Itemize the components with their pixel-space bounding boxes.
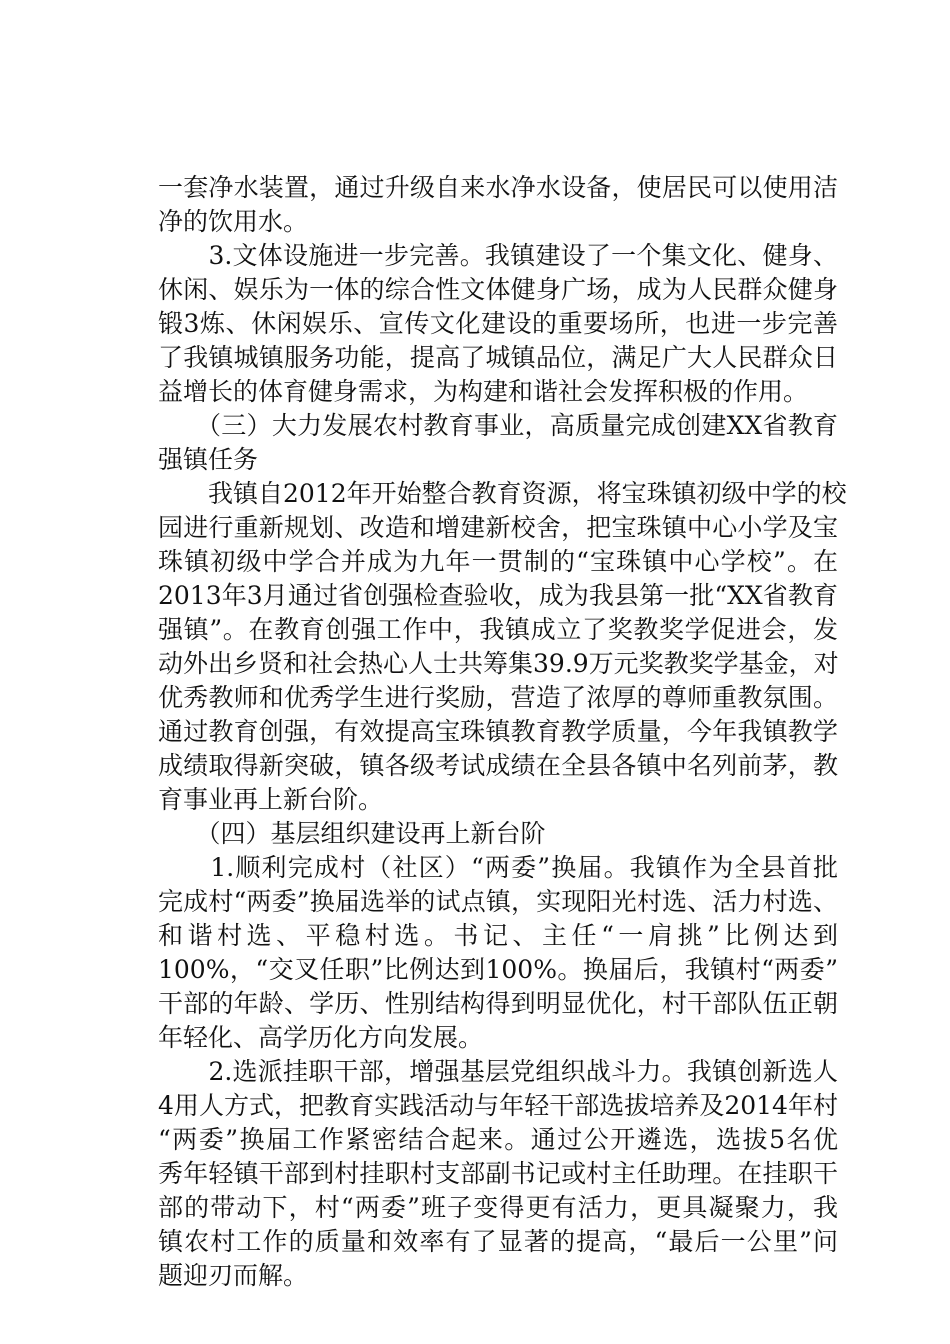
body-text-line: 园进行重新规划、改造和增建新校舍，把宝珠镇中心小学及宝 xyxy=(158,513,838,542)
body-text-line: 部的带动下，村“两委”班子变得更有活力，更具凝聚力，我 xyxy=(158,1193,838,1222)
body-text-line: 4用人方式，把教育实践活动与年轻干部选拔培养及2014年村 xyxy=(158,1091,838,1120)
body-text-line: 通过教育创强，有效提高宝珠镇教育教学质量，今年我镇教学 xyxy=(158,717,838,746)
body-text-line: 一套净水装置，通过升级自来水净水设备，使居民可以使用洁 xyxy=(158,173,838,202)
body-text-line: 年轻化、高学历化方向发展。 xyxy=(158,1023,484,1052)
body-text-line: 3.文体设施进一步完善。我镇建设了一个集文化、健身、 xyxy=(158,241,838,270)
body-text-line: 休闲、娱乐为一体的综合性文体健身广场，成为人民群众健身 xyxy=(158,275,838,304)
body-text-line: 100%，“交叉任职”比例达到100%。换届后，我镇村“两委” xyxy=(158,955,838,984)
section-heading-line: （三）大力发展农村教育事业，高质量完成创建XX省教育 xyxy=(158,411,838,440)
body-text-line: 完成村“两委”换届选举的试点镇，实现阳光村选、活力村选、 xyxy=(158,887,838,916)
body-text-line: 2.选派挂职干部，增强基层党组织战斗力。我镇创新选人 xyxy=(158,1057,838,1086)
body-text-line: 题迎刃而解。 xyxy=(158,1261,309,1290)
body-text-line: 干部的年龄、学历、性别结构得到明显优化，村干部队伍正朝 xyxy=(158,989,838,1018)
section-heading-line: 强镇任务 xyxy=(158,445,259,474)
body-text-line: 和谐村选、平稳村选。书记、主任“一肩挑”比例达到 xyxy=(158,921,838,950)
body-text-line: 珠镇初级中学合并成为九年一贯制的“宝珠镇中心学校”。在 xyxy=(158,547,838,576)
body-text-line: 2013年3月通过省创强检查验收，成为我县第一批“XX省教育 xyxy=(158,581,838,610)
body-text-line: 锻3炼、休闲娱乐、宣传文化建设的重要场所，也进一步完善 xyxy=(158,309,838,338)
body-text-line: 秀年轻镇干部到村挂职村支部副书记或村主任助理。在挂职干 xyxy=(158,1159,838,1188)
body-text-line: 强镇”。在教育创强工作中，我镇成立了奖教奖学促进会，发 xyxy=(158,615,838,644)
body-text-line: 优秀教师和优秀学生进行奖励，营造了浓厚的尊师重教氛围。 xyxy=(158,683,838,712)
body-text-line: 了我镇城镇服务功能，提高了城镇品位，满足广大人民群众日 xyxy=(158,343,838,372)
section-heading-line: （四）基层组织建设再上新台阶 xyxy=(158,819,546,848)
body-text-line: “两委”换届工作紧密结合起来。通过公开遴选，选拔5名优 xyxy=(158,1125,838,1154)
body-text-line: 净的饮用水。 xyxy=(158,207,309,236)
body-text-line: 1.顺利完成村（社区）“两委”换届。我镇作为全县首批 xyxy=(158,853,838,882)
body-text-line: 成绩取得新突破，镇各级考试成绩在全县各镇中名列前茅，教 xyxy=(158,751,838,780)
body-text-line: 我镇自2012年开始整合教育资源，将宝珠镇初级中学的校 xyxy=(158,479,847,508)
body-text-line: 动外出乡贤和社会热心人士共筹集39.9万元奖教奖学基金，对 xyxy=(158,649,839,678)
body-text-line: 镇农村工作的质量和效率有了显著的提高，“最后一公里”问 xyxy=(158,1227,838,1256)
body-text-line: 益增长的体育健身需求，为构建和谐社会发挥积极的作用。 xyxy=(158,377,809,406)
body-text-line: 育事业再上新台阶。 xyxy=(158,785,384,814)
